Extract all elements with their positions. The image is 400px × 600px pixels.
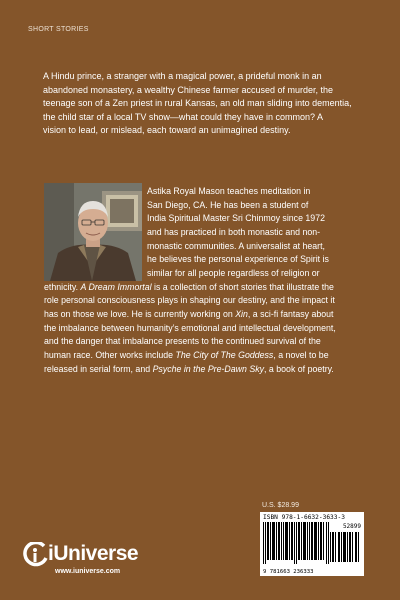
addon-barcode-bars xyxy=(330,532,360,562)
bio-text: , a book of poetry. xyxy=(264,363,334,374)
book-title: The City of The Goddess xyxy=(175,349,274,360)
isbn-label: ISBN 978-1-6632-3633-3 xyxy=(263,514,345,521)
blurb-line: teenage son of a Zen priest in rural Kansas, an old man sliding into dementia, xyxy=(43,98,352,109)
bio-line xyxy=(44,349,364,363)
bio-line: he believes the personal experience of Spirit is xyxy=(147,254,329,265)
bio-text: ethnicity. xyxy=(44,281,81,292)
barcode-number: 9 781663 236333 xyxy=(263,569,314,575)
bio-line xyxy=(44,363,364,377)
publisher-url: www.iuniverse.com xyxy=(55,568,121,575)
bio-line: similar for all people regardless of religion or xyxy=(147,267,320,278)
back-cover-blurb xyxy=(43,70,365,138)
bio-text: has on those we love. He is currently working on xyxy=(44,308,236,319)
isbn-barcode xyxy=(260,512,364,576)
author-bio xyxy=(44,185,364,376)
publisher-name: iUniverse xyxy=(48,542,139,565)
bio-line: and the danger that imbalance presents to the continued survival of the xyxy=(44,336,321,347)
price-label: U.S. $28.99 xyxy=(262,502,299,509)
book-title: Psyche in the Pre-Dawn Sky xyxy=(152,363,265,374)
price-code: 52899 xyxy=(342,523,361,530)
bio-line xyxy=(44,308,364,322)
bio-line: and has practiced in both monastic and non- xyxy=(147,226,321,237)
publisher-logo xyxy=(22,540,162,584)
bio-text: , a novel to be xyxy=(273,349,329,360)
book-title: Xin xyxy=(235,308,248,319)
book-title: A Dream Immortal xyxy=(80,281,152,292)
blurb-line: abandoned monastery, a wealthy Chinese farmer accused of murder, the xyxy=(43,84,333,95)
bio-line: India Spiritual Master Sri Chinmoy since 1972 xyxy=(147,213,325,224)
bio-text: is a collection of short stories that illustrate the xyxy=(151,281,334,292)
bio-line: monastic communities. A universalist at heart, xyxy=(147,240,325,251)
bio-line xyxy=(44,281,364,295)
blurb-line: A Hindu prince, a stranger with a magical power, a prideful monk in an xyxy=(43,71,322,81)
bio-text: human race. Other works include xyxy=(44,349,176,360)
blurb-line: the child star of a local TV show—what could they have in common? A xyxy=(43,111,323,122)
bio-line: Astika Royal Mason teaches meditation in xyxy=(147,186,311,196)
iuniverse-swoosh-icon xyxy=(22,542,48,568)
bio-text: released in serial form, and xyxy=(44,363,153,374)
ean-barcode-bars xyxy=(263,522,329,564)
bio-line: the imbalance between humanity’s emotional and intellectual development, xyxy=(44,322,336,333)
category-label: SHORT STORIES xyxy=(28,26,89,33)
bio-line: San Diego, CA. He has been a student of xyxy=(147,199,309,210)
bio-text: , a sci-fi fantasy about xyxy=(247,308,334,319)
blurb-line: vision to lead, or mislead, each toward an unimagined destiny. xyxy=(43,125,291,136)
bio-line: role personal consciousness plays in shaping our destiny, and the impact it xyxy=(44,295,335,306)
